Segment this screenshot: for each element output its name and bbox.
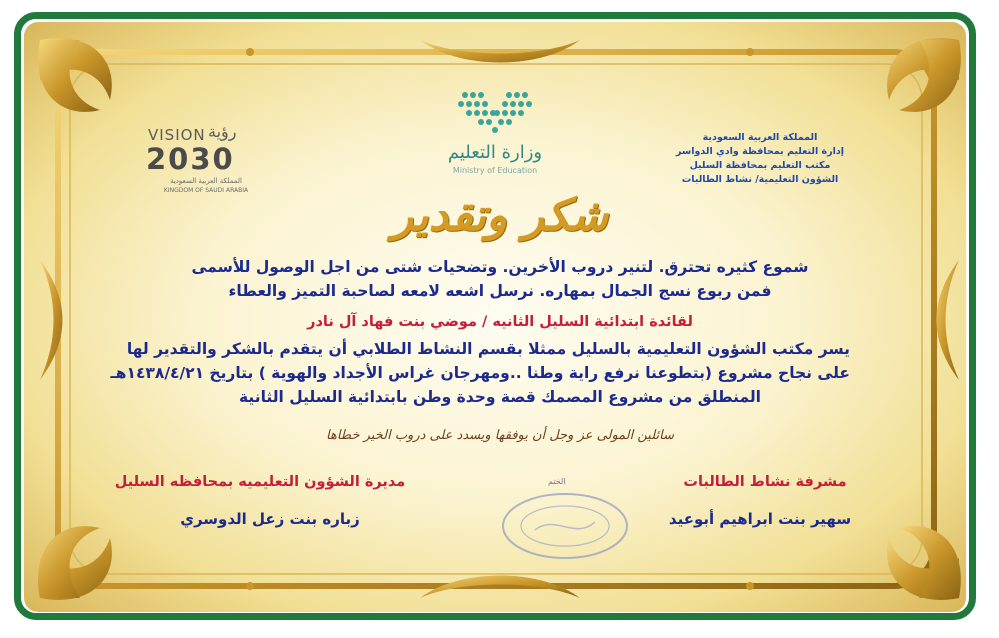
body-line-2: على نجاح مشروع (بتطوعنا نرفع راية وطنا ..ومهرجان غراس الأجداد والهوية ) بتاريخ ١٤٣٨/٤/٢١هـ xyxy=(110,364,850,382)
header-education-admin: إدارة التعليم بمحافظة وادي الدواسر xyxy=(675,146,845,157)
intro-line-2: فمن ربوع نسج الجمال بمهاره. نرسل اشعه لامعه لصاحبة التميز والعطاء xyxy=(228,282,772,300)
left-signatory-title: مديرة الشؤون التعليميه بمحافظه السليل xyxy=(114,474,406,490)
vision-subtitle-english: KINGDOM OF SAUDI ARABIA xyxy=(163,187,249,194)
left-signatory-name: زباره بنت زعل الدوسري xyxy=(180,510,360,528)
closing-prayer: سائلين المولى عز وجل أن يوفقها ويسدد على دروب الخير خطاها xyxy=(326,428,674,443)
right-signatory-name: سهير بنت ابراهيم أبوعيد xyxy=(668,510,852,528)
header-kingdom: المملكة العربية السعودية xyxy=(702,132,818,143)
vision-word-arabic: رؤية xyxy=(208,122,237,141)
header-department: الشؤون التعليمية/ نشاط الطالبات xyxy=(681,174,839,185)
official-stamp-icon xyxy=(495,484,635,564)
stamp-label: الختم xyxy=(548,477,566,486)
right-signatory-title: مشرفة نشاط الطالبات xyxy=(683,474,847,490)
vision-word-english: VISION xyxy=(148,126,206,144)
intro-line-1: شموع كثيره تحترق. لتنير دروب الأخرين. وتضحيات شتى من اجل الوصول للأسمى xyxy=(191,258,809,276)
vision-subtitle-arabic: المملكة العربية السعودية xyxy=(170,177,242,185)
body-line-1: يسر مكتب الشؤون التعليمية بالسليل ممثلا بقسم النشاط الطلابي أن يتقدم بالشكر والتقدير لها xyxy=(126,340,850,358)
ministry-name-arabic: وزارة التعليم xyxy=(447,142,543,163)
header-office: مكتب التعليم بمحافظة السليل xyxy=(689,160,831,171)
certificate-title: شكر وتقدير xyxy=(391,190,609,241)
recipient-line: لقائدة ابتدائية السليل الثانيه / موضي بنت فهاد آل نادر xyxy=(307,314,693,330)
vision-year: 2030 xyxy=(146,142,235,176)
ministry-name-english: Ministry of Education xyxy=(452,166,538,175)
body-line-3: المنطلق من مشروع المصمك قصة وحدة وطن بابتدائية السليل الثانية xyxy=(239,388,761,406)
